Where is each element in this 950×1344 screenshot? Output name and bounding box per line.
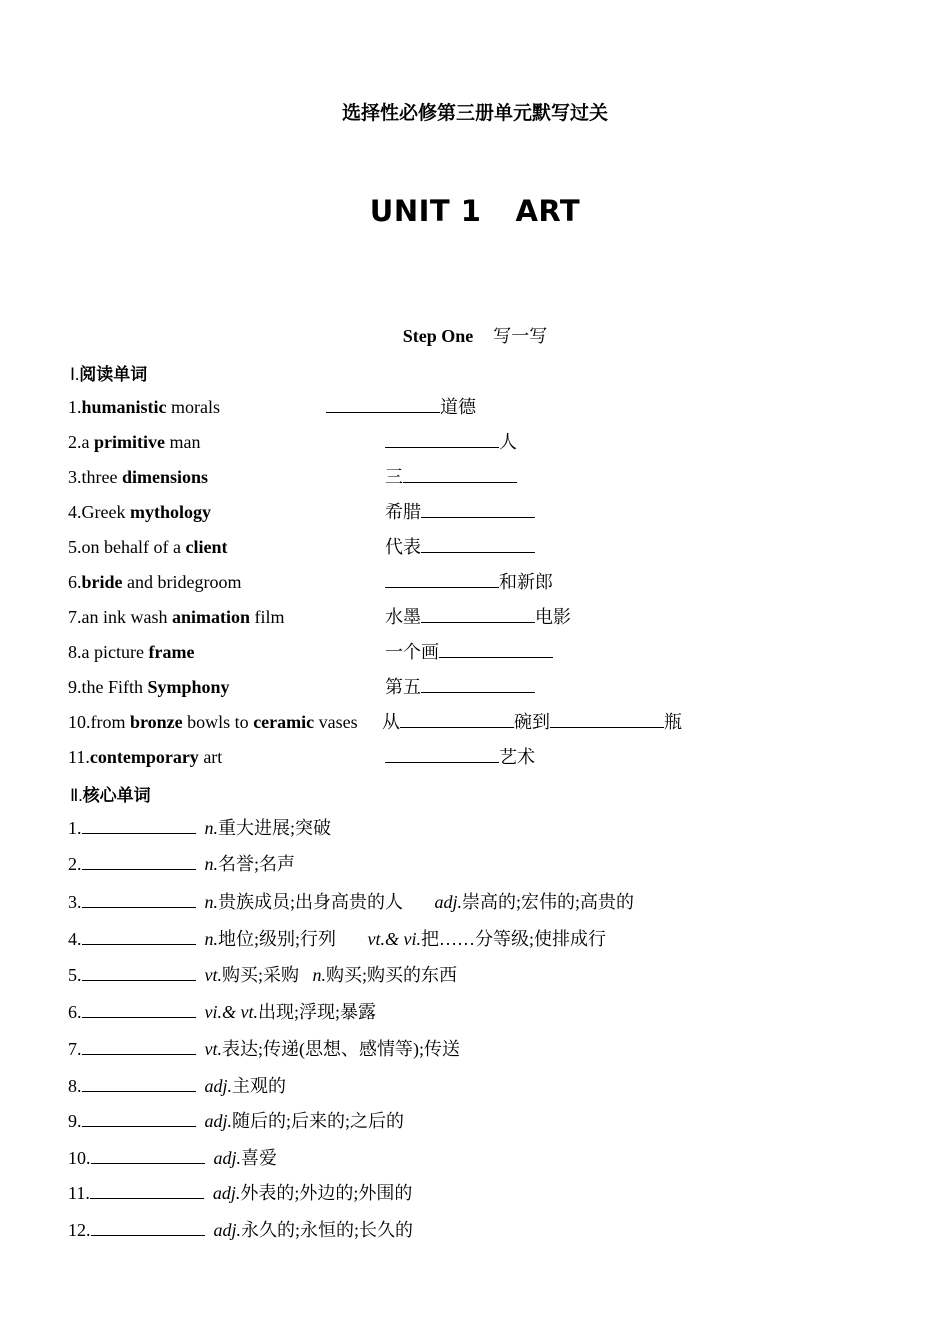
core-word-item: 4. n.地位;级别;行列 vt.& vi.把……分等级;使排成行 (68, 929, 607, 949)
vocab-item-1-en: 1.humanistic morals (68, 397, 221, 417)
answer-blank[interactable] (82, 817, 196, 834)
answer-blank[interactable] (439, 641, 553, 658)
core-word-item: 6. vi.& vt.出现;浮现;暴露 (68, 1002, 376, 1022)
vocab-item-1-cn: 道德 (326, 396, 476, 418)
step-cn: 写一写 (493, 326, 548, 346)
vocab-item-7-cn: 水墨 电影 (385, 607, 571, 627)
answer-blank[interactable] (82, 1038, 196, 1055)
vocab-item-11-en: 11.contemporary art (68, 747, 223, 767)
answer-blank[interactable] (82, 964, 196, 981)
answer-blank[interactable] (385, 746, 499, 763)
vocab-item-11-cn: 艺术 (385, 746, 535, 768)
answer-blank[interactable] (82, 1001, 196, 1018)
section-1-heading: Ⅰ.阅读单词 (70, 365, 148, 385)
vocab-item-4-cn: 希腊 (385, 501, 535, 523)
core-word-item: 11. adj.外表的;外边的;外围的 (68, 1183, 413, 1203)
unit-name: ART (515, 194, 581, 228)
answer-blank[interactable] (385, 571, 499, 588)
answer-blank[interactable] (421, 676, 535, 693)
answer-blank[interactable] (91, 1219, 205, 1236)
vocab-item-9-cn: 第五 (385, 676, 535, 698)
answer-blank[interactable] (550, 711, 664, 728)
vocab-item-9-en: 9.the Fifth Symphony (68, 677, 230, 697)
vocab-item-3-cn: 三 (385, 466, 517, 488)
answer-blank[interactable] (82, 853, 196, 870)
core-word-item: 10. adj.喜爱 (68, 1148, 278, 1168)
vocab-item-5-cn: 代表 (385, 536, 535, 558)
answer-blank[interactable] (421, 501, 535, 518)
answer-blank[interactable] (82, 928, 196, 945)
vocab-item-10-cn: 从 碗到 瓶 (382, 712, 682, 732)
step-label: Step One (402, 326, 474, 346)
answer-blank[interactable] (82, 1075, 196, 1092)
answer-blank[interactable] (400, 711, 514, 728)
answer-blank[interactable] (82, 891, 196, 908)
core-word-item: 8. adj.主观的 (68, 1076, 287, 1096)
answer-blank[interactable] (82, 1110, 196, 1127)
vocab-item-7-en: 7.an ink wash animation film (68, 607, 285, 627)
core-word-item: 3. n.贵族成员;出身高贵的人 adj.崇高的;宏伟的;高贵的 (68, 892, 635, 912)
core-word-item: 7. vt.表达;传递(思想、感情等);传送 (68, 1039, 460, 1059)
vocab-item-5-en: 5.on behalf of a client (68, 537, 228, 557)
section-2-heading: Ⅱ.核心单词 (70, 786, 151, 806)
core-word-item: 5. vt.购买;采购 n.购买;购买的东西 (68, 965, 458, 985)
answer-blank[interactable] (326, 396, 440, 413)
vocab-item-4-en: 4.Greek mythology (68, 502, 211, 522)
vocab-item-6-cn: 和新郎 (385, 571, 553, 593)
core-word-item: 12. adj.永久的;永恒的;长久的 (68, 1220, 414, 1240)
answer-blank[interactable] (403, 466, 517, 483)
series-title: 选择性必修第三册单元默写过关 (341, 102, 608, 124)
answer-blank[interactable] (421, 606, 535, 623)
core-word-item: 1. n.重大进展;突破 (68, 818, 332, 838)
vocab-item-3-en: 3.three dimensions (68, 467, 209, 487)
vocab-item-2-cn: 人 (385, 431, 517, 453)
answer-blank[interactable] (421, 536, 535, 553)
answer-blank[interactable] (90, 1182, 204, 1199)
unit-number: UNIT 1 (369, 194, 482, 228)
vocab-item-8-en: 8.a picture frame (68, 642, 195, 662)
vocab-item-10-en: 10.from bronze bowls to ceramic vases (68, 712, 358, 732)
core-word-item: 2. n.名誉;名声 (68, 854, 296, 874)
answer-blank[interactable] (91, 1147, 205, 1164)
vocab-item-6-en: 6.bride and bridegroom (68, 572, 242, 592)
vocab-item-8-cn: 一个画 (385, 641, 553, 663)
vocab-item-2-en: 2.a primitive man (68, 432, 201, 452)
step-title (0, 322, 950, 348)
answer-blank[interactable] (385, 431, 499, 448)
core-word-item: 9. adj.随后的;后来的;之后的 (68, 1111, 405, 1131)
unit-title (0, 194, 950, 228)
